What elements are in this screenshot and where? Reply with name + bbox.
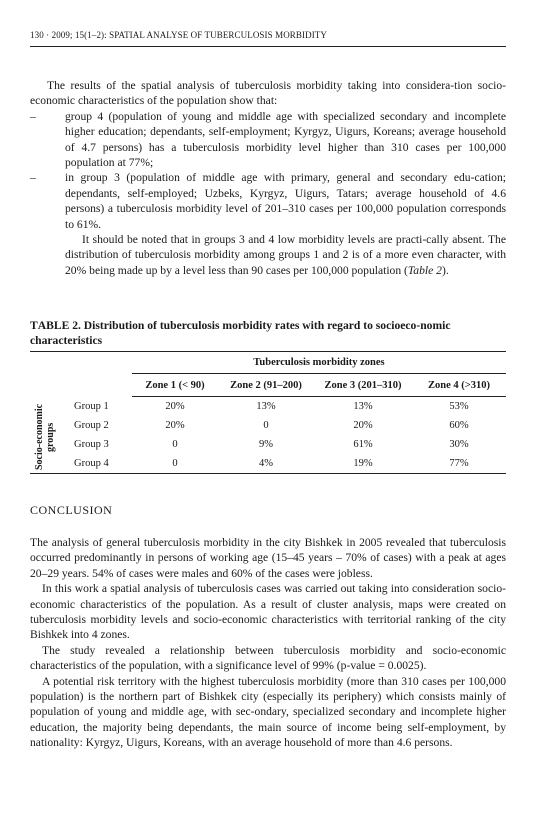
caption-text: Distribution of tuberculosis morbidity rates with regard to socioeco-nomic characteristics [30,319,451,348]
table-cell: 20% [165,401,185,412]
column-header: Zone 4 (>310) [412,374,506,397]
table-cell: 4% [259,458,273,469]
conclusion-paragraph: In this work a spatial analysis of tuberculosis cases was carried out taking into consideration socio-economic characteristics of the population. As a result of cluster analysis, maps were created on tuberculosis morbidity levels and socio-economic characteristics with territorial ranking of the city Bishkek into 4 zones. [30,582,506,642]
table-cell: 61% [353,439,373,450]
morbidity-table [30,352,506,473]
table-reference: Table 2 [407,263,442,277]
table-cell: 20% [353,420,373,431]
table-cell: 0 [263,420,269,431]
list-item [30,109,506,171]
table-cell: 13% [256,401,276,412]
table-cell: 0 [172,458,178,469]
table-cell: 53% [449,401,469,412]
table-caption [30,318,506,349]
column-header: Zone 3 (201–310) [314,374,412,397]
table-bottom-rule [30,473,506,474]
bullet-text: in group 3 (population of middle age with primary, general and secondary edu-cation; dependants, self-employed; Uzbeks, Kyrgyz, Uigurs, Tatars; average household of 4.6 persons) a tuberculosis morbidity level of 201–310 cases per 100,000 population corresponds to 61%. [65,171,506,231]
conclusion-heading: CONCLUSION [30,503,113,517]
table-cell: 30% [449,439,469,450]
table-cell: 0 [172,439,178,450]
table-container [30,351,506,474]
note-text: It should be noted that in groups 3 and 4 low morbidity levels are practi-cally absent. The distribution of tuberculosis morbidity among groups 1 and 2 is of a more even character, with 20% being made up by a level less than 90 cases per 100,000 population ( [65,233,506,277]
table-row [30,435,506,454]
table-header-row [30,352,506,374]
side-label-cell [30,397,70,474]
table-row [30,454,506,473]
row-header: Group 4 [74,458,109,469]
table-cell: 9% [259,439,273,450]
row-header: Group 2 [74,420,109,431]
conclusion-paragraph: A potential risk territory with the highest tuberculosis morbidity (more than 310 cases per 100,000 population) is the northern part of Bishkek city (especially its periphery) which consists mainly of population of young and middle age, with sec-ondary, specialized secondary and incomplete higher education, the majority being dependants, the main source of income being self-employment, by nationality: Kyrgyz, Uigurs, Koreans, with an average household of more than 4.6 persons. [30,674,506,750]
list-item [30,170,506,232]
row-header: Group 3 [74,439,109,450]
table-cell: 13% [353,401,373,412]
table-cell: 77% [449,458,469,469]
column-header: Zone 1 (< 90) [132,374,218,397]
table-cell: 20% [165,420,185,431]
note-end: ). [441,263,449,277]
intro-note [30,232,506,278]
intro-section [30,78,506,278]
table-corner [30,352,70,374]
table-corner [70,352,132,374]
running-head: 130 · 2009; 15(1–2): SPATIAL ANALYSE OF TUBERCULOSIS MORBIDITY [30,30,327,40]
conclusion-paragraph: The study revealed a relationship between tuberculosis morbidity and socio-economic characteristics of the population, with a significance level of 99% (p-value = 0.0025). [30,643,506,673]
zones-title: Tuberculosis morbidity zones [132,352,506,374]
intro-bullet-list [30,109,506,232]
conclusion-section [30,535,506,751]
side-label: Socio-economic groups [34,403,56,470]
table-column-header-row [30,374,506,397]
table-row [30,397,506,417]
intro-lead: The results of the spatial analysis of tuberculosis morbidity taking into considera-tion socio-economic characteristics of the population show that: [30,79,506,108]
row-header: Group 1 [74,400,109,412]
column-header: Zone 2 (91–200) [218,374,314,397]
table-corner [30,374,70,397]
dash-bullet-icon: – [30,109,36,123]
caption-label-first: T [30,319,38,332]
table-cell: 19% [353,458,373,469]
table-cell: 60% [449,420,469,431]
header-divider [30,46,506,47]
caption-label-rest: ABLE 2. [37,319,81,332]
dash-bullet-icon: – [30,171,36,185]
table-corner [70,374,132,397]
conclusion-paragraph: The analysis of general tuberculosis morbidity in the city Bishkek in 2005 revealed that tuberculosis occurred predominantly in persons of working age (15–45 years – 70% of cases) with a peak at ages 20–29 years. 54% of cases were males and 60% of the cases were jobless. [30,536,506,580]
bullet-text: group 4 (population of young and middle age with specialized secondary and incomplete higher education; dependants, self-employment; Kyrgyz, Uigurs, Koreans; average household of 4.7 persons) has a tuberculosis morbidity level higher than 310 cases per 100,000 population at 77%; [65,109,506,170]
table-row [30,416,506,435]
